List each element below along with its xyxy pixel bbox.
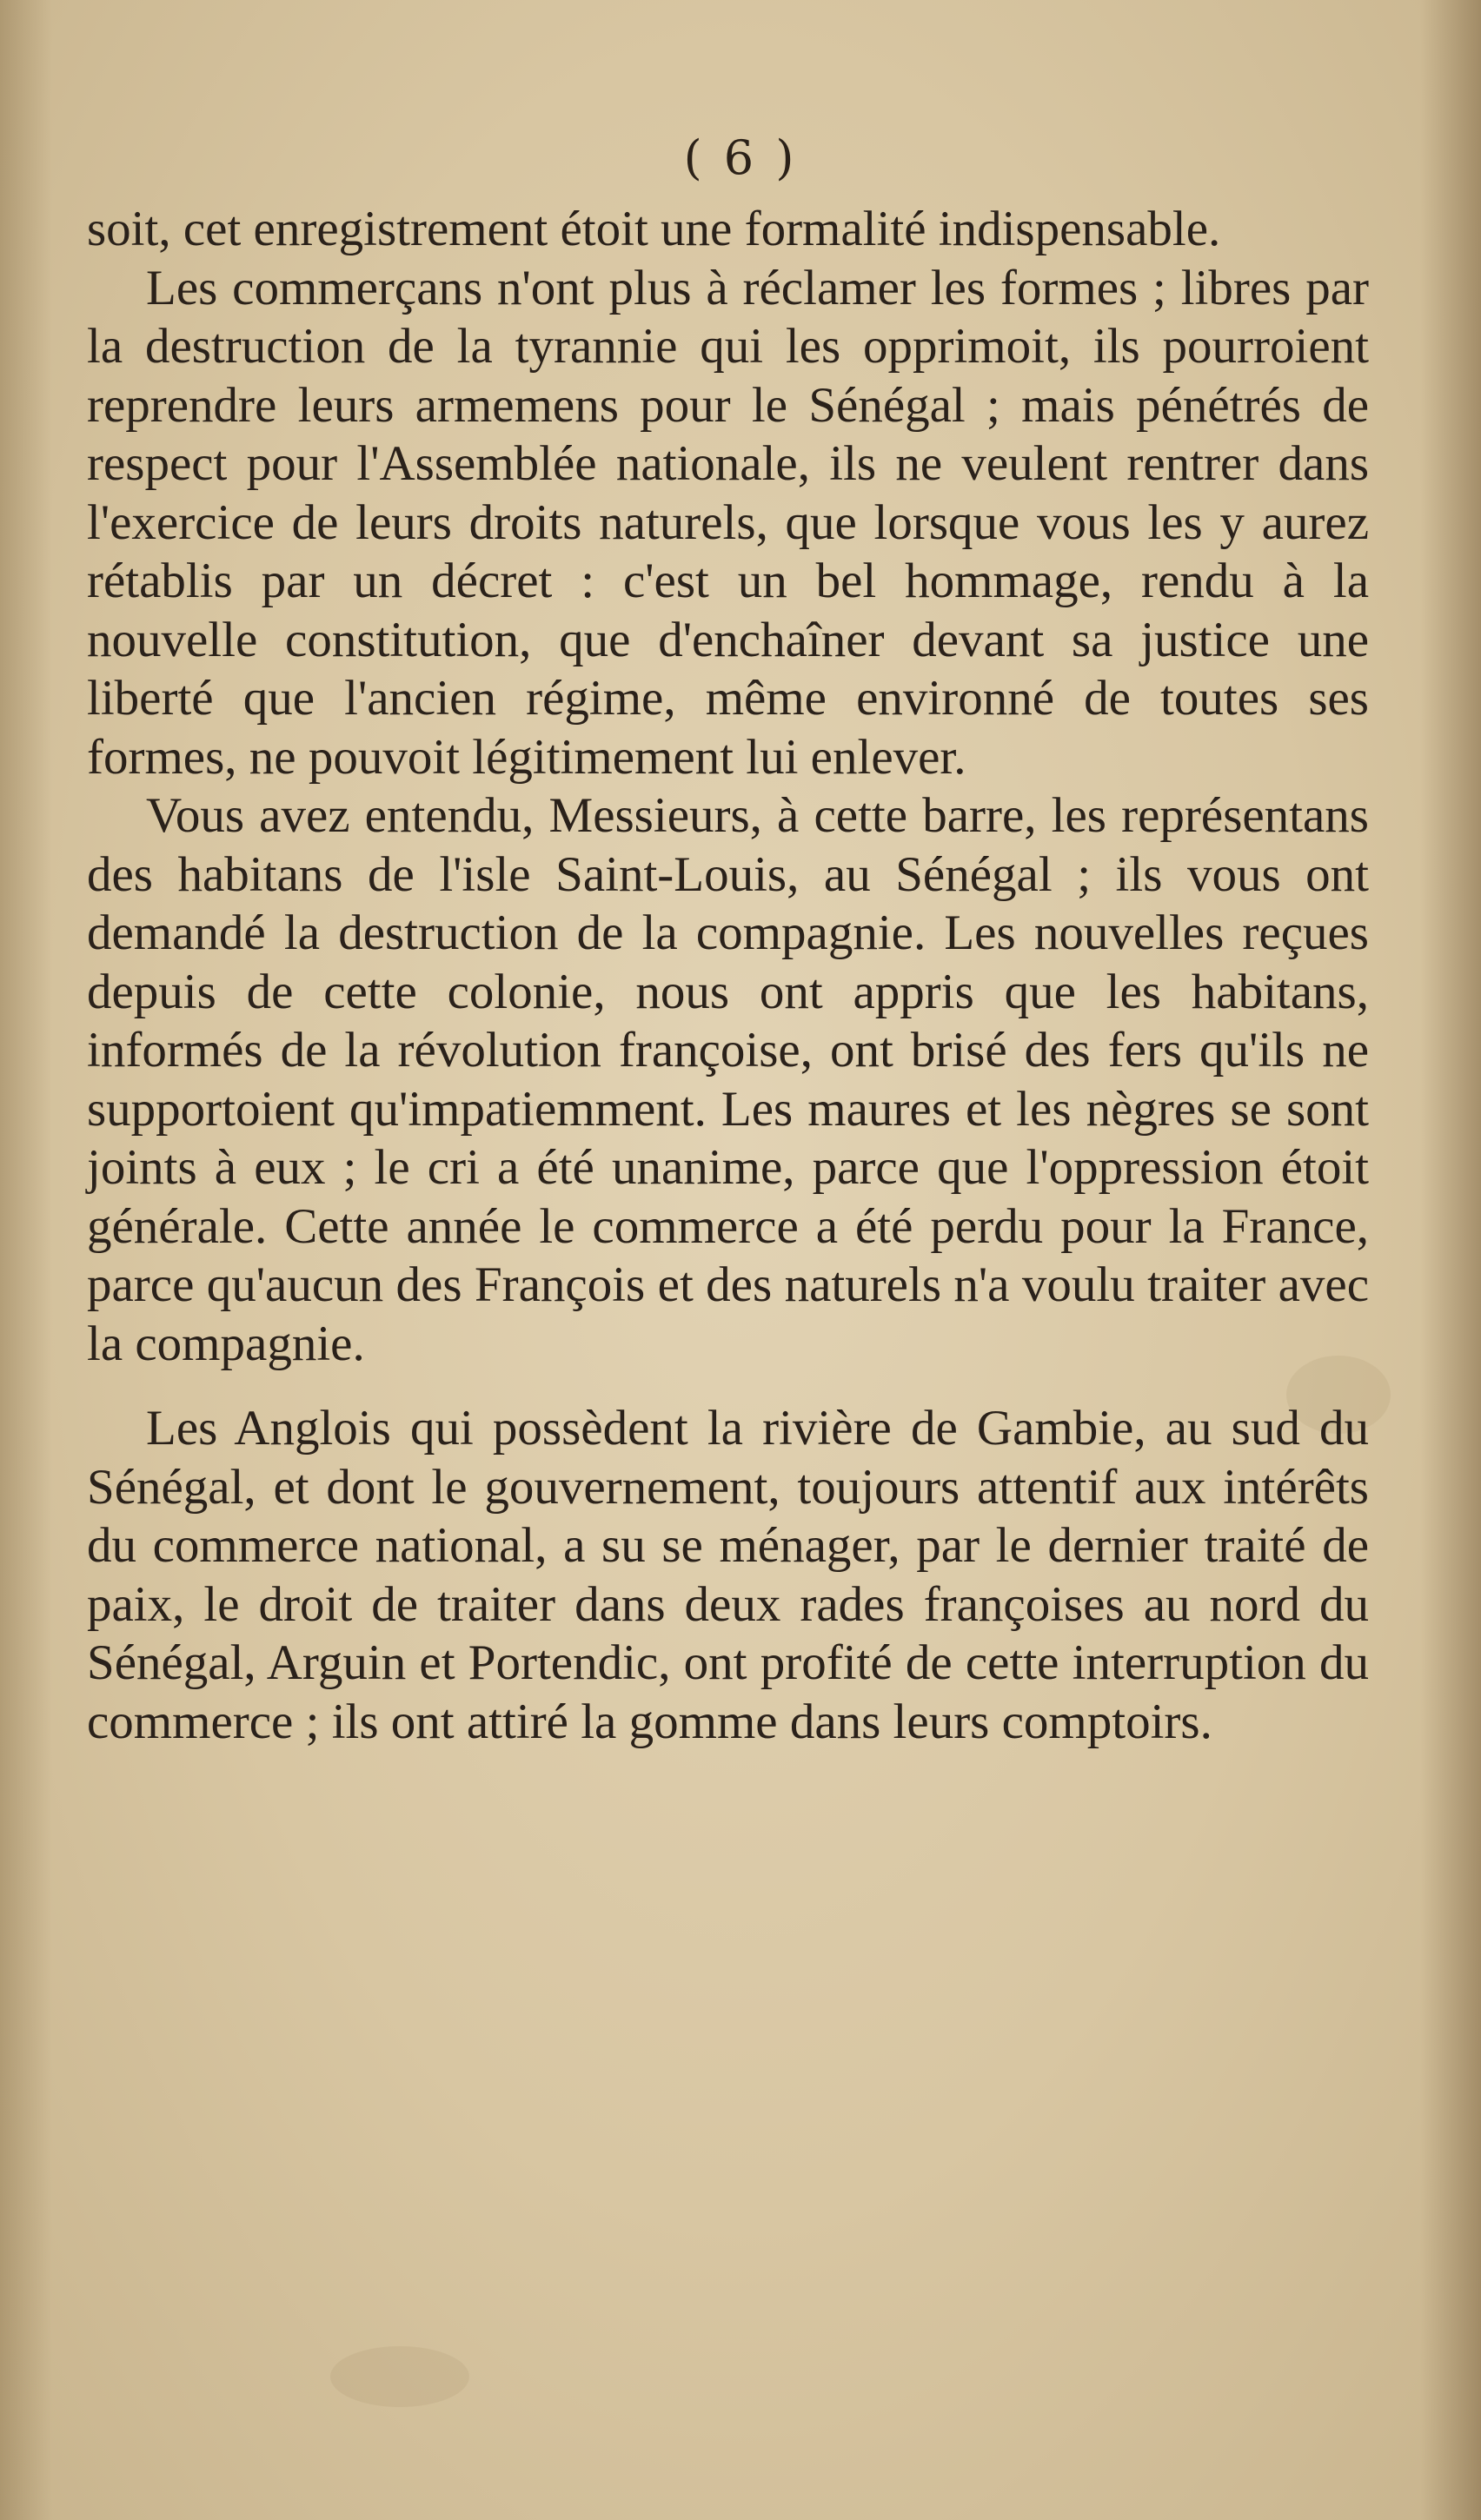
paper-stain (330, 2346, 469, 2407)
page-edge-shadow-right (1420, 0, 1481, 2520)
paragraph-4: Les Anglois qui possèdent la rivière de Gambie, au sud du Sénégal, et dont le gouvernement, toujours attentif aux intérêts du commerce national, a su se ménager, par le dernier traité de paix, le droit de traiter dans deux rades françoises au nord du Sénégal, Arguin et Portendic, ont profité de cette interruption du commerce ; ils ont attiré la gomme dans leurs comptoirs. (87, 1401, 1369, 1749)
page-number: ( 6 ) (683, 130, 798, 185)
body-text (87, 200, 1369, 1751)
paragraph-2: Les commerçans n'ont plus à réclamer les formes ; libres par la destruction de la tyrannie qui les opprimoit, ils pourroient reprendre leurs armemens pour le Sénégal ; mais pénétrés de respect pour l'Assemblée nationale, ils ne veulent rentrer dans l'exercice de leurs droits naturels, que lorsque vous les y aurez rétablis par un décret : c'est un bel hommage, rendu à la nouvelle constitution, que d'enchaîner devant sa justice une liberté que l'ancien régime, même environné de toutes ses formes, ne pouvoit légitimement lui enlever. (87, 260, 1369, 785)
page-edge-shadow-left (0, 0, 52, 2520)
paragraph-1: soit, cet enregistrement étoit une formalité indispensable. (87, 202, 1221, 256)
paragraph-3: Vous avez entendu, Messieurs, à cette barre, les représentans des habitans de l'isle Saint-Louis, au Sénégal ; ils vous ont demandé la destruction de la compagnie. Les nouvelles reçues depuis de cette colonie, nous ont appris que les habitans, informés de la révolution françoise, ont brisé des fers qu'ils ne supportoient qu'impatiemment. Les maures et les nègres se sont joints à eux ; le cri a été unanime, parce que l'oppression étoit générale. Cette année le commerce a été perdu pour la France, parce qu'aucun des François et des naturels n'a voulu traiter avec la compagnie. (87, 788, 1369, 1371)
